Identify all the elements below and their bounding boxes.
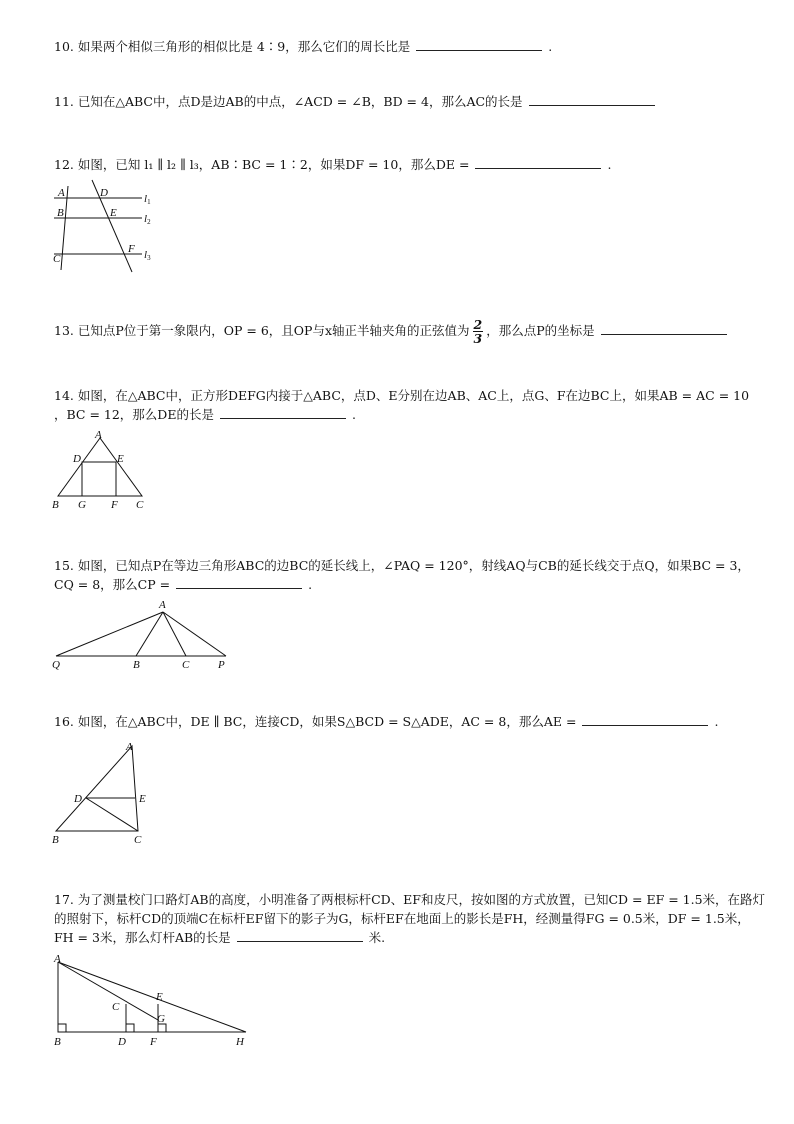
answer-blank-14[interactable] [220,406,346,419]
triangle-abc [56,746,138,831]
label-l1: l1 [144,193,151,206]
answer-blank-16[interactable] [582,713,708,726]
transversal-def [92,180,132,272]
question-17-line3 [54,928,385,948]
label-Q: Q [52,659,60,671]
square-defg [82,462,116,496]
label-A: A [58,187,65,199]
label-E: E [110,207,117,219]
question-17-text-3: FH = 3米，那么灯杆AB的长是 [54,930,231,945]
right-angle-b [58,1024,66,1032]
label-l2: l2 [144,213,151,226]
label-C: C [53,253,61,265]
label-C: C [134,834,142,846]
question-16 [54,712,718,732]
question-14-text: 14. 如图，在△ABC中，正方形DEFG内接于△ABC，点D、E分别在边AB、AC上，点G、F在边BC上，如果AB = AC = 10 [54,388,750,403]
label-D: D [100,187,108,199]
question-13-mid: ，那么点P的坐标是 [486,323,595,338]
fraction-two-thirds: $\frac{2}{3}$ [473,317,483,346]
label-D: D [74,793,82,805]
segment-ab [136,612,163,656]
label-D: D [118,1036,126,1048]
question-13-text: 13. 已知点P位于第一象限内，OP = 6，且OP与x轴正半轴夹角的正弦值为 [54,323,470,338]
question-17-text: 17. 为了测量校门口路灯AB的高度，小明准备了两根标杆CD、EF和皮尺，按如图的方式放置，已知CD = EF = 1.5米，在路灯 [54,892,766,907]
label-l3: l3 [144,249,151,262]
question-15-line1 [54,556,750,576]
question-10-end: . [548,39,553,54]
label-F: F [150,1036,157,1048]
label-P: P [218,659,225,671]
label-D: D [73,453,81,465]
question-17-line1 [54,890,765,910]
label-B: B [54,1036,61,1048]
label-A: A [95,429,102,441]
question-10-text: 10. 如果两个相似三角形的相似比是 4∶9，那么它们的周长比是 [54,39,411,54]
question-12 [54,155,611,175]
triangle-abc [58,438,142,496]
label-E: E [117,453,124,465]
label-C: C [112,1001,120,1013]
question-11 [54,92,661,112]
segment-aq [56,612,163,656]
label-B: B [52,834,59,846]
label-A: A [159,599,166,611]
answer-blank-15[interactable] [176,576,302,589]
answer-blank-13[interactable] [601,322,727,335]
label-C: C [182,659,190,671]
question-12-end: . [607,157,612,172]
question-16-text: 16. 如图，在△ABC中，DE ∥ BC，连接CD，如果S△BCD = S△ADE，AC = 8，那么AE = [54,714,577,729]
light-ray-aeh [58,962,246,1032]
label-H: H [236,1036,244,1048]
question-11-text: 11. 已知在△ABC中，点D是边AB的中点，∠ACD = ∠B，BD = 4，那么AC的长是 [54,94,523,109]
question-15-text: 15. 如图，已知点P在等边三角形ABC的边BC的延长线上，∠PAQ = 120°，射线AQ与CB的延长线交于点Q，如果BC = 3， [54,558,750,573]
label-B: B [57,207,64,219]
figure-17 [50,952,260,1052]
label-G: G [157,1013,165,1025]
figure-14 [50,428,160,513]
question-14-end: . [351,407,356,422]
label-B: B [52,499,59,511]
question-15-line2 [54,575,312,595]
label-C: C [136,499,144,511]
question-16-end: . [714,714,719,729]
figure-12 [50,180,160,275]
light-ray-acg [58,962,158,1020]
question-14-text-2: ，BC = 12，那么DE的长是 [54,407,214,422]
right-angle-f [158,1024,166,1032]
label-A: A [54,953,61,965]
answer-blank-12[interactable] [475,156,601,169]
segment-ac [163,612,186,656]
question-14-line1 [54,386,749,406]
question-12-text: 12. 如图，已知 l₁ ∥ l₂ ∥ l₃，AB∶BC = 1∶2，如果DF = 10，那么DE = [54,157,470,172]
label-E: E [139,793,146,805]
label-F: F [128,243,135,255]
question-15-text-2: CQ = 8，那么CP = [54,577,171,592]
question-17-end: 米. [368,930,386,945]
label-F: F [111,499,118,511]
label-G: G [78,499,86,511]
label-B: B [133,659,140,671]
answer-blank-10[interactable] [416,38,542,51]
question-14-line2 [54,405,356,425]
answer-blank-17[interactable] [237,929,363,942]
question-17-text-2: 的照射下，标杆CD的顶端C在标杆EF留下的影子为G，标杆EF在地面上的影长是FH，经测量得FG = 0.5米，DF = 1.5米， [54,911,750,926]
question-15-end: . [308,577,313,592]
question-13 [54,318,733,345]
right-angle-d [126,1024,134,1032]
question-10 [54,37,552,57]
figure-15 [50,596,240,671]
figure-16 [50,738,160,848]
segment-ap [163,612,226,656]
question-17-line2 [54,909,750,929]
segment-cd [86,798,138,831]
label-A: A [126,741,133,753]
label-E: E [156,991,163,1003]
answer-blank-11[interactable] [529,93,655,106]
